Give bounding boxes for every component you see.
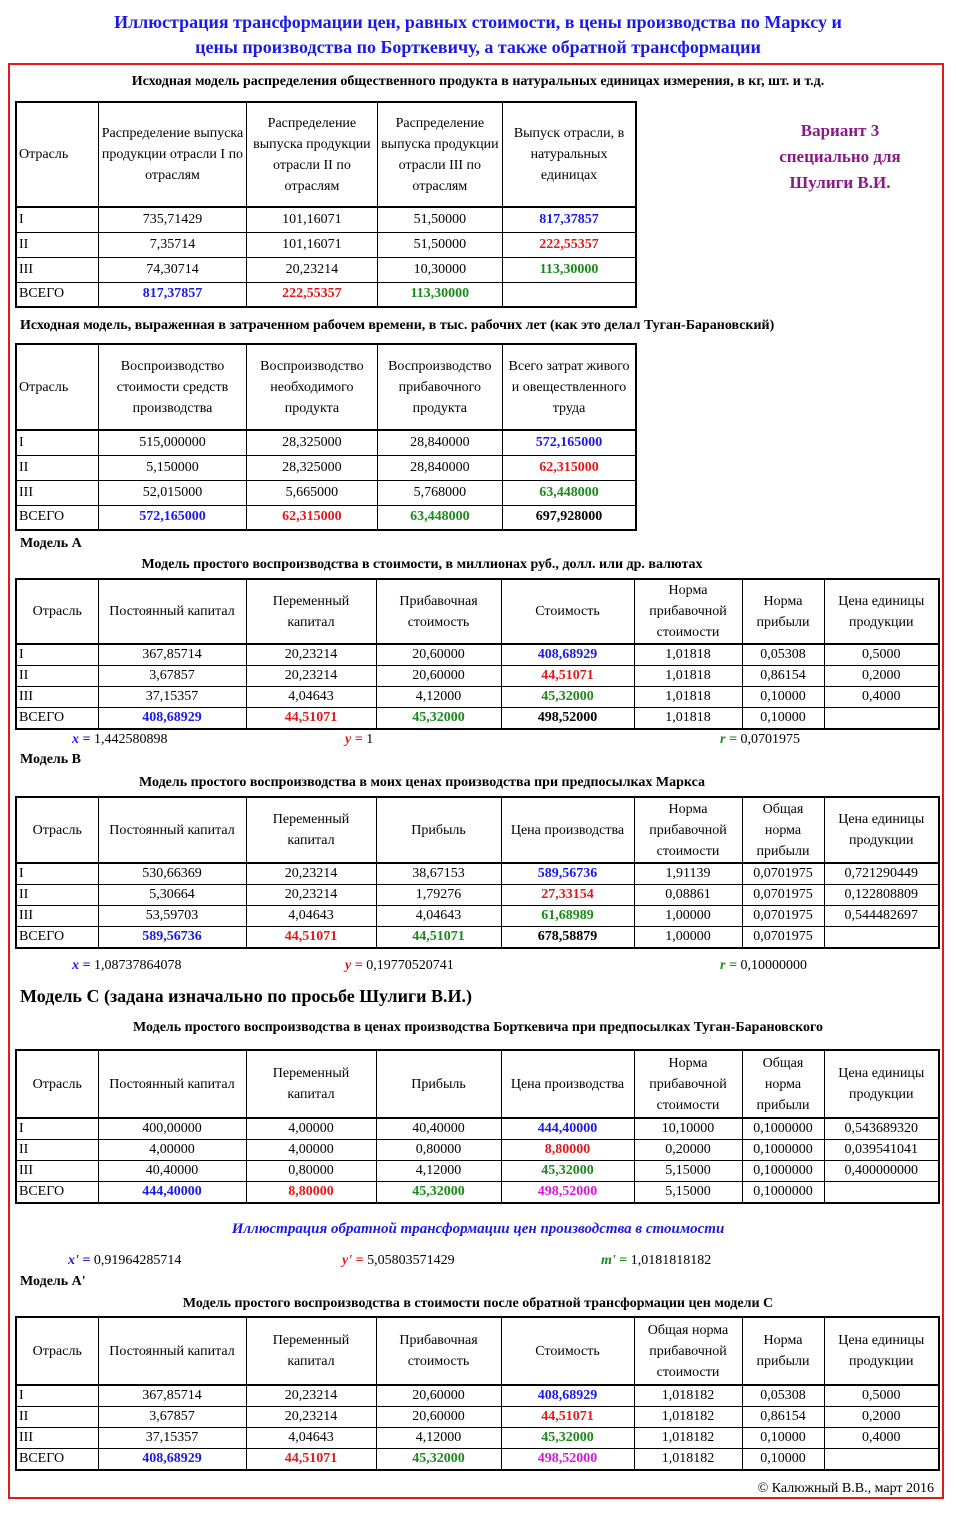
t1-caption: Исходная модель распределения общественного продукта в натуральных единицах измерения, в кг, шт. и т.д. bbox=[131, 74, 825, 89]
model-a-r: r = 0,0701975 bbox=[720, 732, 800, 747]
model-a2-caption: Модель простого воспроизводства в стоимости после обратной трансформации цен модели С bbox=[182, 1296, 774, 1311]
table-row: I 367,85714 20,23214 20,60000 408,68929 1,01818 0,05308 0,5000 bbox=[16, 644, 939, 666]
table-row: III 53,59703 4,04643 4,04643 61,68989 1,00000 0,0701975 0,544482697 bbox=[16, 906, 939, 927]
table-row: III 52,015000 5,665000 5,768000 63,448000 bbox=[16, 480, 636, 505]
table-row: II 3,67857 20,23214 20,60000 44,51071 1,01818 0,86154 0,2000 bbox=[16, 666, 939, 687]
t1-header: Выпуск отрасли, в натуральных единицах bbox=[503, 102, 636, 207]
inv-m: m' = 1,0181818182 bbox=[601, 1253, 712, 1268]
table-row: I 735,71429 101,16071 51,50000 817,37857 bbox=[16, 207, 636, 232]
inv-y: y' = 5,05803571429 bbox=[342, 1253, 455, 1268]
table-row: II 4,00000 4,00000 0,80000 8,80000 0,20000 0,1000000 0,039541041 bbox=[16, 1140, 939, 1161]
copyright: © Калюжный В.В., март 2016 bbox=[757, 1481, 934, 1496]
table-row: III 40,40000 0,80000 4,12000 45,32000 5,15000 0,1000000 0,400000000 bbox=[16, 1161, 939, 1182]
table-row: III 37,15357 4,04643 4,12000 45,32000 1,018182 0,10000 0,4000 bbox=[16, 1428, 939, 1449]
model-a2-table: Отрасль Постоянный капитал Переменный капитал Прибавочная стоимость Стоимость Общая норма прибавочной стоимости Норма прибыли Цена единицы продукции I 367,85714 20,23214 20,60000 408,68929 1,018182 0,05308 0,5000 II 3,67857 20,23214 20,60000 44,51071 1,018182 0,86154 0,2000 III 37,15357 4,04643 4,12000 45,32000 1,018182 0,10000 0,4000 ВСЕГО 408,68929 44,51071 45,32000 498,52000 1,018182 0,10000 bbox=[15, 1316, 940, 1471]
table-row: I 530,66369 20,23214 38,67153 589,56736 1,91139 0,0701975 0,721290449 bbox=[16, 863, 939, 885]
model-a-label: Модель А bbox=[20, 536, 82, 551]
model-c-label: Модель С (задана изначально по просьбе Шулиги В.И.) bbox=[20, 986, 473, 1006]
t1-header: Распределение выпуска продукции отрасли I по отраслям bbox=[98, 102, 246, 207]
table-row: II 7,35714 101,16071 51,50000 222,55357 bbox=[16, 232, 636, 257]
table-row: I 400,00000 4,00000 40,40000 444,40000 10,10000 0,1000000 0,543689320 bbox=[16, 1118, 939, 1140]
model-b-x: x = 1,08737864078 bbox=[72, 958, 182, 973]
inverse-illustration-heading: Иллюстрация обратной трансформации цен производства в стоимости bbox=[231, 1221, 725, 1237]
model-a-caption: Модель простого воспроизводства в стоимости, в миллионах руб., долл. или др. валютах bbox=[141, 557, 703, 572]
table-row: II 5,150000 28,325000 28,840000 62,315000 bbox=[16, 455, 636, 480]
model-c-caption: Модель простого воспроизводства в ценах производства Борткевича при предпосылках Туган-Барановского bbox=[132, 1020, 824, 1035]
t2-header: Воспроизводство необходимого продукта bbox=[247, 344, 377, 430]
t2-header: Всего затрат живого и овеществленного труда bbox=[503, 344, 636, 430]
model-b-r: r = 0,10000000 bbox=[720, 958, 807, 973]
model-a2-label: Модель А' bbox=[20, 1274, 86, 1289]
table-row: III 37,15357 4,04643 4,12000 45,32000 1,01818 0,10000 0,4000 bbox=[16, 687, 939, 708]
table-row-total: ВСЕГО 817,37857 222,55357 113,30000 bbox=[16, 282, 636, 307]
table-row: I 515,000000 28,325000 28,840000 572,165000 bbox=[16, 430, 636, 455]
model-c-table: Отрасль Постоянный капитал Переменный капитал Прибыль Цена производства Норма прибавочной стоимости Общая норма прибыли Цена единицы продукции I 400,00000 4,00000 40,40000 444,40000 10,10000 0,1000000 0,543689320 II 4,00000 4,00000 0,80000 8,80000 0,20000 0,1000000 0,039541041 III 40,40000 0,80000 4,12000 45,32000 5,15000 0,1000000 0,400000000 ВСЕГО 444,40000 8,80000 45,32000 498,52000 5,15000 0,1000000 bbox=[15, 1049, 940, 1204]
t2-caption: Исходная модель, выраженная в затраченном рабочем времени, в тыс. рабочих лет (как это делал Туган-Барановский) bbox=[20, 318, 775, 333]
title-line-2: цены производства по Борткевичу, а также обратной трансформации bbox=[195, 37, 761, 57]
labor-time-table bbox=[15, 343, 637, 531]
model-b-y: y = 0,19770520741 bbox=[345, 958, 454, 973]
table-row-total: ВСЕГО 408,68929 44,51071 45,32000 498,52000 1,01818 0,10000 bbox=[16, 708, 939, 730]
inv-x: x' = 0,91964285714 bbox=[68, 1253, 182, 1268]
table-row-total: ВСЕГО 408,68929 44,51071 45,32000 498,52000 1,018182 0,10000 bbox=[16, 1449, 939, 1471]
model-a-y: y = 1 bbox=[345, 732, 374, 747]
model-b-label: Модель В bbox=[20, 752, 82, 767]
t2-header: Воспроизводство стоимости средств производства bbox=[98, 344, 246, 430]
model-a-table: Отрасль Постоянный капитал Переменный капитал Прибавочная стоимость Стоимость Норма прибавочной стоимости Норма прибыли Цена единицы продукции I 367,85714 20,23214 20,60000 408,68929 1,01818 0,05308 0,5000 II 3,67857 20,23214 20,60000 44,51071 1,01818 0,86154 0,2000 III 37,15357 4,04643 4,12000 45,32000 1,01818 0,10000 0,4000 ВСЕГО 408,68929 44,51071 45,32000 498,52000 1,01818 0,10000 bbox=[15, 578, 940, 730]
model-b-table: Отрасль Постоянный капитал Переменный капитал Прибыль Цена производства Норма прибавочной стоимости Общая норма прибыли Цена единицы продукции I 530,66369 20,23214 38,67153 589,56736 1,91139 0,0701975 0,721290449 II 5,30664 20,23214 1,79276 27,33154 0,08861 0,0701975 0,122808809 III 53,59703 4,04643 4,04643 61,68989 1,00000 0,0701975 0,544482697 ВСЕГО 589,56736 44,51071 44,51071 678,58879 1,00000 0,0701975 bbox=[15, 796, 940, 949]
t1-header: Распределение выпуска продукции отрасли III по отраслям bbox=[377, 102, 502, 207]
model-a-x: x = 1,442580898 bbox=[72, 732, 168, 747]
table-row: II 3,67857 20,23214 20,60000 44,51071 1,018182 0,86154 0,2000 bbox=[16, 1407, 939, 1428]
model-b-caption: Модель простого воспроизводства в моих ценах производства при предпосылках Маркса bbox=[138, 775, 706, 790]
table-row-total: ВСЕГО 572,165000 62,315000 63,448000 697,928000 bbox=[16, 505, 636, 530]
t2-header: Отрасль bbox=[16, 344, 98, 430]
table-row-total: ВСЕГО 589,56736 44,51071 44,51071 678,58879 1,00000 0,0701975 bbox=[16, 927, 939, 949]
variant-note: Вариант 3 специально для Шулиги В.И. bbox=[779, 121, 901, 192]
table-row: III 74,30714 20,23214 10,30000 113,30000 bbox=[16, 257, 636, 282]
table-row: II 5,30664 20,23214 1,79276 27,33154 0,08861 0,0701975 0,122808809 bbox=[16, 885, 939, 906]
page-title bbox=[0, 10, 956, 60]
t2-header: Воспроизводство прибавочного продукта bbox=[377, 344, 502, 430]
natural-units-table bbox=[15, 101, 637, 308]
table-row: I 367,85714 20,23214 20,60000 408,68929 1,018182 0,05308 0,5000 bbox=[16, 1385, 939, 1407]
table-row-total: ВСЕГО 444,40000 8,80000 45,32000 498,52000 5,15000 0,1000000 bbox=[16, 1182, 939, 1204]
t1-header: Распределение выпуска продукции отрасли II по отраслям bbox=[247, 102, 377, 207]
t1-header: Отрасль bbox=[16, 102, 98, 207]
title-line-1: Иллюстрация трансформации цен, равных стоимости, в цены производства по Марксу и bbox=[114, 12, 842, 32]
